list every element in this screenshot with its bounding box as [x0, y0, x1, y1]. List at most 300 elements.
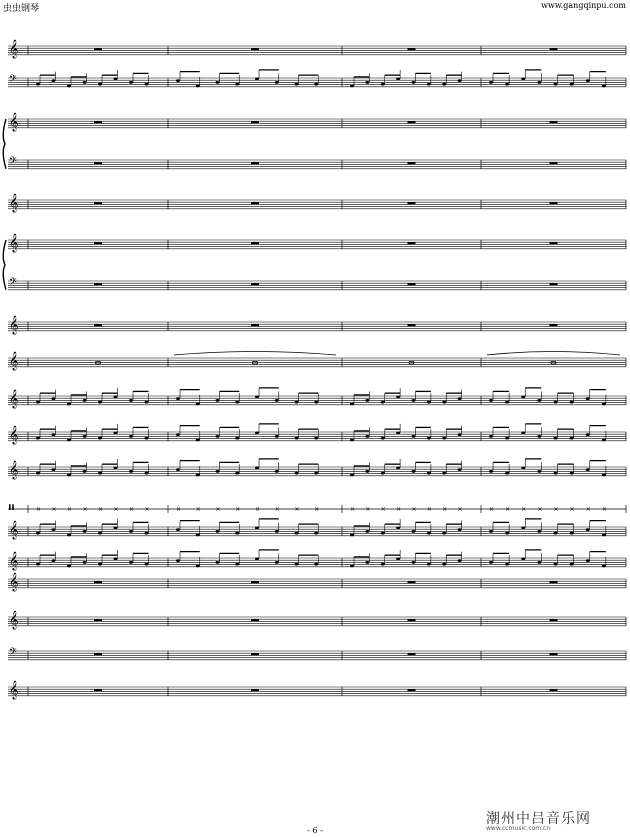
notehead	[586, 468, 590, 471]
whole-rest-icon	[94, 619, 102, 621]
x-notehead: ×	[553, 506, 559, 513]
notehead	[98, 563, 102, 566]
notehead	[586, 528, 590, 531]
notehead	[314, 437, 318, 440]
x-notehead: ×	[350, 506, 356, 513]
notehead	[427, 563, 431, 566]
notehead	[145, 83, 149, 86]
notehead	[442, 563, 446, 566]
notehead	[52, 433, 56, 436]
notehead	[129, 561, 133, 564]
notehead	[67, 403, 71, 406]
x-notehead: ×	[601, 506, 607, 513]
notehead	[83, 81, 87, 84]
notehead	[537, 561, 541, 564]
x-notehead: ×	[442, 506, 448, 513]
whole-rest-icon	[251, 689, 259, 691]
notehead	[381, 532, 385, 535]
tie-arc	[487, 352, 620, 356]
notehead	[196, 534, 200, 537]
notehead	[52, 528, 56, 531]
notehead	[427, 532, 431, 535]
whole-rest-icon	[550, 202, 558, 204]
notehead	[196, 439, 200, 442]
notehead	[129, 81, 133, 84]
notehead	[554, 83, 558, 86]
notehead	[52, 468, 56, 471]
x-notehead: ×	[569, 506, 575, 513]
staff-15	[8, 550, 626, 571]
notehead	[570, 83, 574, 86]
notehead	[176, 468, 180, 471]
notehead	[83, 470, 87, 473]
staff-18	[8, 646, 626, 660]
notehead	[52, 397, 56, 400]
staff-1	[8, 39, 626, 59]
notehead	[36, 401, 40, 404]
x-notehead: ×	[129, 506, 135, 513]
x-notehead: ×	[396, 506, 402, 513]
notehead	[83, 399, 87, 402]
notehead	[586, 79, 590, 82]
staff-9	[8, 351, 626, 371]
notehead	[176, 528, 180, 531]
notehead	[36, 83, 40, 86]
x-notehead: ×	[489, 506, 495, 513]
whole-rest-icon	[408, 121, 416, 123]
notehead	[412, 470, 416, 473]
x-notehead: ×	[144, 506, 150, 513]
notehead	[114, 526, 118, 529]
treble-clef-icon: 𝄞	[9, 680, 19, 699]
whole-rest-icon	[550, 324, 558, 326]
notehead	[216, 470, 220, 473]
notehead	[275, 399, 279, 402]
bass-clef-icon: 𝄢	[9, 73, 17, 87]
notehead	[505, 472, 509, 475]
whole-rest-icon	[251, 162, 259, 164]
tie-arc	[174, 352, 336, 356]
notehead	[521, 77, 525, 80]
staff-11	[8, 424, 626, 445]
notehead	[458, 559, 462, 562]
staff-13	[8, 498, 626, 517]
x-notehead: ×	[67, 506, 73, 513]
x-notehead: ×	[82, 506, 88, 513]
notehead	[275, 530, 279, 533]
notehead	[235, 83, 239, 86]
notehead	[427, 83, 431, 86]
notehead	[98, 472, 102, 475]
notehead	[442, 83, 446, 86]
notehead	[295, 83, 299, 86]
notehead	[365, 470, 369, 473]
notehead	[216, 399, 220, 402]
notehead	[521, 526, 525, 529]
notehead	[98, 437, 102, 440]
notehead	[570, 472, 574, 475]
notehead	[52, 79, 56, 82]
staff-7	[8, 276, 626, 290]
notehead	[314, 83, 318, 86]
notehead	[350, 534, 354, 537]
notehead	[554, 532, 558, 535]
notehead	[586, 433, 590, 436]
whole-rest-icon	[94, 689, 102, 691]
notehead	[255, 431, 259, 434]
notehead	[350, 85, 354, 88]
notehead	[537, 530, 541, 533]
notehead	[145, 563, 149, 566]
x-notehead: ×	[113, 506, 119, 513]
notehead	[586, 397, 590, 400]
notehead	[255, 77, 259, 80]
treble-clef-icon: 𝄞	[9, 112, 19, 131]
notehead	[396, 395, 400, 398]
whole-rest-icon	[408, 619, 416, 621]
notehead	[255, 395, 259, 398]
whole-rest-icon	[94, 48, 102, 50]
notehead	[381, 401, 385, 404]
notehead	[235, 401, 239, 404]
whole-rest-icon	[408, 202, 416, 204]
notehead	[295, 532, 299, 535]
staff-14	[8, 519, 626, 540]
whole-rest-icon	[251, 121, 259, 123]
notehead	[442, 472, 446, 475]
notehead	[570, 437, 574, 440]
notehead	[176, 559, 180, 562]
notehead	[505, 563, 509, 566]
x-notehead: ×	[215, 506, 221, 513]
notehead	[176, 433, 180, 436]
treble-clef-icon: 𝄞	[9, 315, 19, 334]
treble-clef-icon: 𝄞	[9, 551, 19, 570]
notehead	[381, 472, 385, 475]
notehead	[521, 431, 525, 434]
staff-10	[8, 388, 626, 409]
x-notehead: ×	[255, 506, 261, 513]
x-notehead: ×	[294, 506, 300, 513]
watermark-text: 潮州中吕音乐网	[486, 811, 591, 827]
notehead	[505, 532, 509, 535]
notehead	[521, 466, 525, 469]
notehead	[114, 395, 118, 398]
notehead	[145, 437, 149, 440]
x-notehead: ×	[195, 506, 201, 513]
notehead	[442, 401, 446, 404]
notehead	[314, 472, 318, 475]
notehead	[83, 561, 87, 564]
notehead	[36, 532, 40, 535]
notehead	[554, 563, 558, 566]
x-notehead: ×	[51, 506, 57, 513]
notehead	[67, 474, 71, 477]
notehead	[36, 472, 40, 475]
whole-note	[409, 361, 414, 364]
notehead	[255, 557, 259, 560]
notehead	[350, 439, 354, 442]
notehead	[83, 530, 87, 533]
x-notehead: ×	[235, 506, 241, 513]
notehead	[537, 81, 541, 84]
whole-rest-icon	[251, 48, 259, 50]
notehead	[114, 466, 118, 469]
notehead	[314, 563, 318, 566]
notehead	[365, 561, 369, 564]
whole-rest-icon	[94, 162, 102, 164]
x-notehead: ×	[411, 506, 417, 513]
treble-clef-icon: 𝄞	[9, 610, 19, 629]
notehead	[505, 401, 509, 404]
notehead	[196, 403, 200, 406]
notehead	[83, 435, 87, 438]
x-notehead: ×	[521, 506, 527, 513]
whole-rest-icon	[550, 242, 558, 244]
x-notehead: ×	[176, 506, 182, 513]
site-name: 虫虫钢琴	[3, 4, 40, 14]
notehead	[129, 470, 133, 473]
notehead	[412, 435, 416, 438]
whole-rest-icon	[94, 581, 102, 583]
notehead	[396, 431, 400, 434]
notehead	[67, 439, 71, 442]
whole-rest-icon	[251, 619, 259, 621]
notehead	[295, 472, 299, 475]
notehead	[365, 530, 369, 533]
treble-clef-icon: 𝄞	[9, 193, 19, 212]
treble-clef-icon: 𝄞	[9, 351, 19, 370]
whole-rest-icon	[550, 581, 558, 583]
percussion-clef-icon: 𝄥	[9, 498, 14, 517]
notehead	[275, 470, 279, 473]
bass-clef-icon: 𝄢	[9, 155, 17, 169]
notehead	[396, 466, 400, 469]
notehead	[216, 561, 220, 564]
treble-clef-icon: 𝄞	[9, 39, 19, 58]
x-notehead: ×	[380, 506, 386, 513]
notehead	[98, 532, 102, 535]
staff-2	[8, 70, 626, 87]
notehead	[381, 563, 385, 566]
notehead	[36, 437, 40, 440]
x-notehead: ×	[426, 506, 432, 513]
notehead	[67, 565, 71, 568]
x-notehead: ×	[585, 506, 591, 513]
notehead	[295, 437, 299, 440]
notehead	[314, 401, 318, 404]
notehead	[145, 532, 149, 535]
whole-rest-icon	[408, 581, 416, 583]
notehead	[381, 83, 385, 86]
notehead	[602, 85, 606, 88]
notehead	[216, 81, 220, 84]
notehead	[442, 532, 446, 535]
treble-clef-icon: 𝄞	[9, 520, 19, 539]
notehead	[537, 470, 541, 473]
notehead	[314, 532, 318, 535]
notehead	[586, 559, 590, 562]
notehead	[275, 81, 279, 84]
notehead	[427, 472, 431, 475]
notehead	[365, 399, 369, 402]
x-notehead: ×	[365, 506, 371, 513]
notehead	[505, 83, 509, 86]
notehead	[570, 532, 574, 535]
notehead	[489, 561, 493, 564]
whole-rest-icon	[550, 121, 558, 123]
treble-clef-icon: 𝄞	[9, 572, 19, 591]
site-url: www.gangqinpu.com	[541, 1, 626, 10]
notehead	[295, 563, 299, 566]
whole-rest-icon	[251, 581, 259, 583]
notehead	[350, 565, 354, 568]
notehead	[381, 437, 385, 440]
notehead	[36, 563, 40, 566]
notehead	[412, 530, 416, 533]
notehead	[145, 401, 149, 404]
whole-rest-icon	[408, 48, 416, 50]
notehead	[216, 530, 220, 533]
treble-clef-icon: 𝄞	[9, 425, 19, 444]
notehead	[129, 399, 133, 402]
notehead	[396, 77, 400, 80]
notehead	[196, 85, 200, 88]
notehead	[235, 563, 239, 566]
notehead	[196, 474, 200, 477]
whole-rest-icon	[408, 324, 416, 326]
whole-rest-icon	[550, 283, 558, 285]
staff-17	[8, 610, 626, 630]
notehead	[98, 83, 102, 86]
notehead	[521, 557, 525, 560]
notehead	[489, 470, 493, 473]
notehead	[275, 435, 279, 438]
notehead	[129, 530, 133, 533]
staff-12	[8, 459, 626, 480]
whole-rest-icon	[408, 689, 416, 691]
notehead	[176, 79, 180, 82]
notehead	[570, 401, 574, 404]
x-notehead: ×	[36, 506, 42, 513]
whole-rest-icon	[94, 324, 102, 326]
whole-rest-icon	[408, 283, 416, 285]
x-notehead: ×	[274, 506, 280, 513]
whole-rest-icon	[550, 162, 558, 164]
notehead	[196, 565, 200, 568]
whole-rest-icon	[550, 653, 558, 655]
whole-note	[253, 361, 258, 364]
staff-8	[8, 315, 626, 335]
staff-16	[8, 572, 626, 592]
whole-rest-icon	[94, 121, 102, 123]
whole-rest-icon	[251, 653, 259, 655]
whole-rest-icon	[251, 324, 259, 326]
notehead	[396, 557, 400, 560]
notehead	[554, 472, 558, 475]
notehead	[537, 435, 541, 438]
notehead	[554, 401, 558, 404]
whole-rest-icon	[550, 689, 558, 691]
notehead	[129, 435, 133, 438]
notehead	[412, 81, 416, 84]
notehead	[427, 401, 431, 404]
notehead	[489, 435, 493, 438]
whole-rest-icon	[251, 202, 259, 204]
notehead	[602, 565, 606, 568]
notehead	[255, 526, 259, 529]
notehead	[365, 81, 369, 84]
notehead	[458, 528, 462, 531]
whole-rest-icon	[94, 202, 102, 204]
treble-clef-icon: 𝄞	[9, 460, 19, 479]
staff-5	[8, 193, 626, 213]
notehead	[114, 77, 118, 80]
notehead	[602, 439, 606, 442]
notehead	[67, 534, 71, 537]
whole-rest-icon	[251, 283, 259, 285]
notehead	[235, 472, 239, 475]
brace-icon	[3, 240, 6, 290]
x-notehead: ×	[457, 506, 463, 513]
notehead	[350, 474, 354, 477]
notehead	[235, 532, 239, 535]
notehead	[602, 403, 606, 406]
notehead	[458, 433, 462, 436]
notehead	[176, 397, 180, 400]
notehead	[458, 468, 462, 471]
bass-clef-icon: 𝄢	[9, 646, 17, 660]
whole-rest-icon	[550, 619, 558, 621]
watermark-url: www.ccmusic.com.cn	[486, 825, 551, 832]
staff-19	[8, 680, 626, 700]
notehead	[350, 403, 354, 406]
treble-clef-icon: 𝄞	[9, 233, 19, 252]
whole-rest-icon	[251, 242, 259, 244]
notehead	[602, 534, 606, 537]
notehead	[537, 399, 541, 402]
notehead	[295, 401, 299, 404]
notehead	[489, 81, 493, 84]
x-notehead: ×	[505, 506, 511, 513]
notehead	[442, 437, 446, 440]
whole-rest-icon	[408, 653, 416, 655]
notehead	[412, 561, 416, 564]
notehead	[114, 557, 118, 560]
notehead	[275, 561, 279, 564]
notehead	[412, 399, 416, 402]
notehead	[396, 526, 400, 529]
notehead	[489, 399, 493, 402]
notehead	[67, 85, 71, 88]
whole-note	[551, 361, 556, 364]
x-notehead: ×	[98, 506, 104, 513]
whole-rest-icon	[408, 242, 416, 244]
staff-4	[8, 155, 626, 169]
notehead	[145, 472, 149, 475]
notehead	[235, 437, 239, 440]
notehead	[216, 435, 220, 438]
notehead	[427, 437, 431, 440]
whole-note	[96, 361, 101, 364]
notehead	[489, 530, 493, 533]
page-number: - 6 -	[307, 826, 323, 835]
whole-rest-icon	[408, 162, 416, 164]
notehead	[98, 401, 102, 404]
whole-rest-icon	[550, 48, 558, 50]
notehead	[521, 395, 525, 398]
bass-clef-icon: 𝄢	[9, 276, 17, 290]
